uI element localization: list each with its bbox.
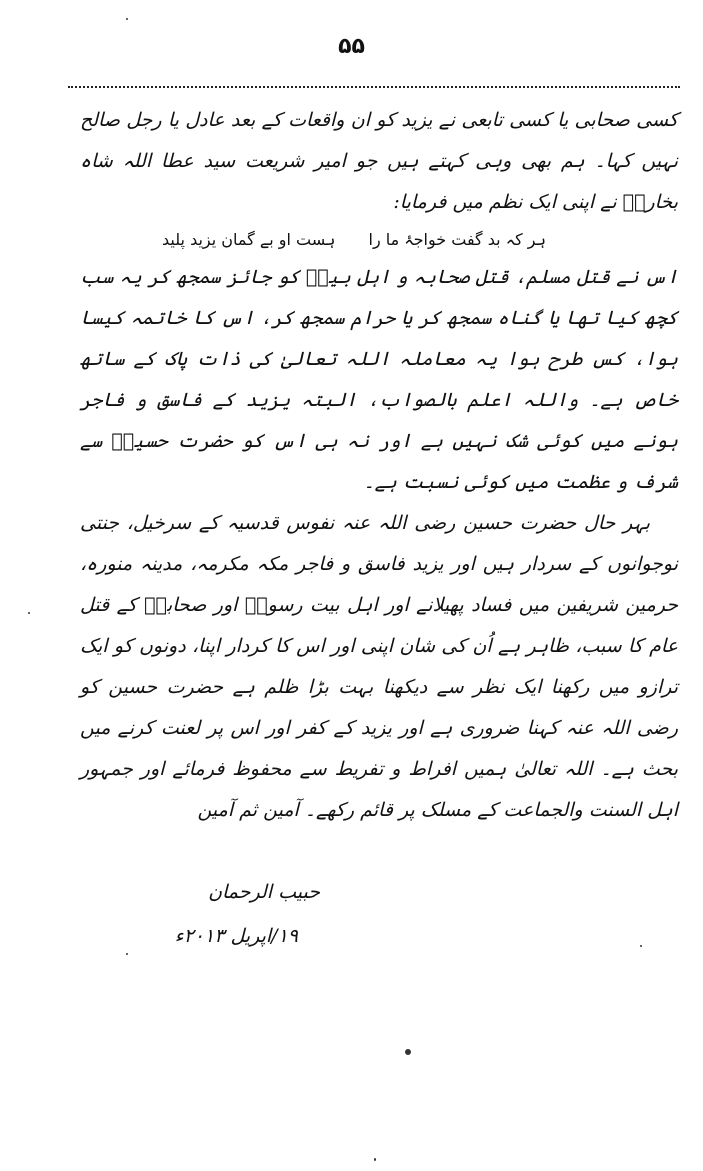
paragraph: اس نے قتل مسلم، قتل صحابہ و اہل بیتؓ کو جائز سمجھ کر یہ سب کچھ کیا تھا یا گناہ سمجھ کر یا حرام سمجھ کر، اس کا خاتمہ کیسا ہوا، کس طرح ہوا یہ معاملہ اللہ تعالیٰ کی ذات پاک کے ساتھ خاص ہے۔ واللہ اعلم بالصواب، البتہ یزید کے فاسق و فاجر ہونے میں کوئی شک نہیں ہے اور نہ ہی اس کو حضرت حسینؓ سے شرف و عظمت میں کوئی نسبت ہے۔ <box>80 266 678 493</box>
verse-second-half: ہست او بے گمان یزید پلید <box>162 230 336 249</box>
scan-speck <box>126 953 128 955</box>
header-divider <box>68 86 680 88</box>
paragraph: کسی صحابی یا کسی تابعی نے یزید کو ان واقعات کے بعد عادل یا رجل صالح نہیں کہا۔ ہم بھی وہی کہتے ہیں جو امیر شریعت سید عطا اللہ شاہ بخاریؒ نے اپنی ایک نظم میں فرمایا: <box>80 109 678 213</box>
persian-verse <box>80 223 678 257</box>
body-text <box>80 100 678 831</box>
scan-speck <box>374 1158 376 1161</box>
scan-speck <box>126 18 128 20</box>
page-number: ۵۵ <box>338 34 365 59</box>
author-name: حبیب الرحمان <box>208 881 320 903</box>
scan-speck <box>28 612 30 614</box>
paragraph: بہر حال حضرت حسین رضی اللہ عنہ نفوس قدسیہ کے سرخیل، جنتی نوجوانوں کے سردار ہیں اور یزید فاسق و فاجر مکہ مکرمہ، مدینہ منورہ، حرمین شریفین میں فساد پھیلانے اور اہل بیت رسولؐ اور صحابہؓ کے قتل عام کا سبب، ظاہر ہے اُن کی شان اپنی اور اس کا کردار اپنا، دونوں کو ایک ترازو میں رکھنا ایک نظر سے دیکھنا بہت بڑا ظلم ہے حضرت حسین کو رضی اللہ عنہ کہنا ضروری ہے اور یزید کے کفر اور اس پر لعنت کرنے میں بحث ہے۔ اللہ تعالیٰ ہمیں افراط و تفریط سے محفوظ فرمائے اور جمہور اہل السنت والجماعت کے مسلک پر قائم رکھے۔ آمین ثم آمین <box>80 512 678 821</box>
verse-first-half: ہر کہ بد گفت خواجۂ ما را <box>368 230 546 249</box>
scan-speck <box>405 1049 411 1055</box>
scan-speck <box>640 945 642 947</box>
signature-date: ۱۹/اپریل ۲۰۱۳ء <box>174 925 298 947</box>
signature-block <box>150 870 320 958</box>
